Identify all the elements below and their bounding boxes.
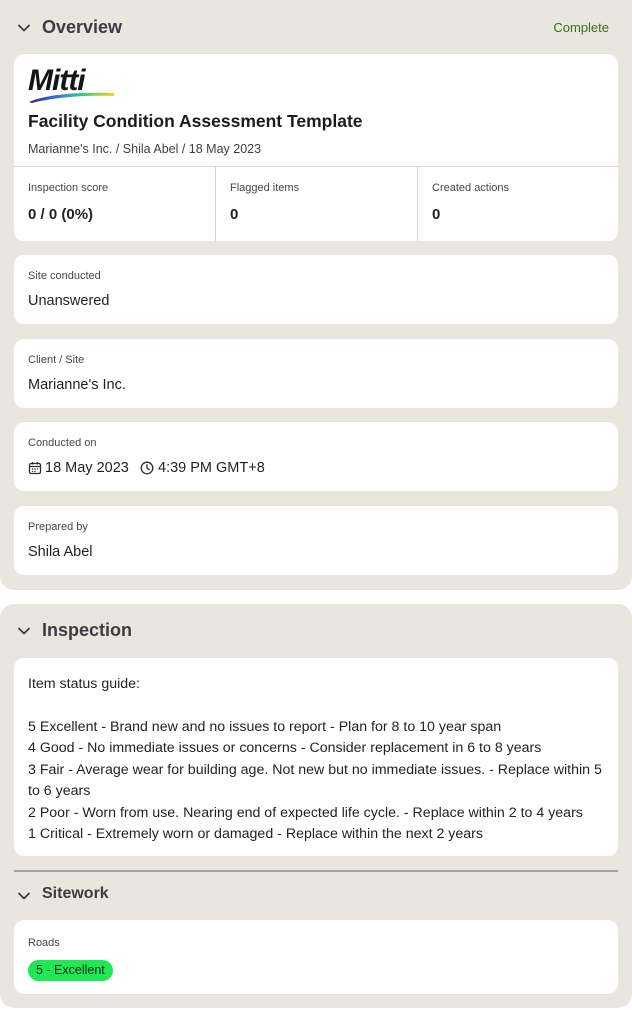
logo-swoosh (28, 90, 118, 104)
chevron-down-icon[interactable] (17, 21, 31, 35)
roads-card[interactable] (14, 920, 618, 994)
rating-badge[interactable]: 5 - Excellent (28, 960, 113, 981)
overview-title: Overview (42, 17, 123, 37)
report-header-card (14, 54, 618, 241)
client-site-card[interactable] (14, 339, 618, 408)
stat-inspection-score (14, 167, 214, 241)
company-logo (28, 66, 118, 104)
stat-flagged-items (216, 167, 416, 241)
site-conducted-card[interactable] (14, 255, 618, 324)
guide-line: 3 Fair - Average wear for building age. Not new but no immediate issues. - Replace within 5 to 6 years (28, 761, 602, 799)
field-value: Marianne's Inc. (28, 377, 126, 393)
field-value: Unanswered (28, 293, 110, 309)
guide-line: 1 Critical - Extremely worn or damaged - Replace within the next 2 years (28, 826, 483, 842)
logo-text: Mitti (28, 64, 85, 97)
inspection-header[interactable] (0, 610, 632, 650)
stat-value: 0 (230, 206, 239, 223)
overview-header[interactable] (0, 8, 632, 48)
stat-value: 0 / 0 (0%) (28, 206, 94, 223)
status-guide-text (28, 674, 610, 846)
completion-status: Complete (553, 20, 609, 35)
stat-value: 0 (432, 206, 441, 223)
field-label: Client / Site (28, 354, 85, 366)
guide-line: 4 Good - No immediate issues or concerns - Consider replacement in 6 to 8 years (28, 740, 542, 756)
conducted-date: 18 May 2023 (45, 460, 129, 476)
status-guide-card (14, 658, 618, 856)
field-value: Shila Abel (28, 544, 93, 560)
guide-heading: Item status guide: (28, 676, 140, 692)
field-label: Prepared by (28, 521, 88, 533)
conducted-on-card[interactable] (14, 422, 618, 491)
prepared-by-card[interactable] (14, 506, 618, 575)
stat-label: Flagged items (230, 182, 300, 194)
stat-label: Created actions (432, 182, 510, 194)
inspection-title: Inspection (42, 620, 133, 640)
chevron-down-icon[interactable] (17, 889, 31, 903)
inspection-section (0, 604, 632, 1008)
document-title: Facility Condition Assessment Template (28, 111, 363, 131)
sitework-title[interactable]: Sitework (42, 885, 109, 902)
chevron-down-icon[interactable] (17, 624, 31, 638)
divider (14, 870, 618, 872)
document-subtitle: Marianne's Inc. / Shila Abel / 18 May 2023 (28, 142, 262, 156)
stat-label: Inspection score (28, 182, 109, 194)
guide-line: 5 Excellent - Brand new and no issues to report - Plan for 8 to 10 year span (28, 718, 502, 735)
clock-icon (140, 461, 154, 475)
field-label: Roads (28, 937, 60, 949)
field-label: Conducted on (28, 437, 97, 449)
field-label: Site conducted (28, 270, 101, 282)
stat-created-actions (418, 167, 618, 241)
calendar-icon (28, 461, 42, 475)
conducted-time: 4:39 PM GMT+8 (158, 460, 265, 476)
guide-line: 2 Poor - Worn from use. Nearing end of expected life cycle. - Replace within 2 to 4 years (28, 804, 583, 821)
